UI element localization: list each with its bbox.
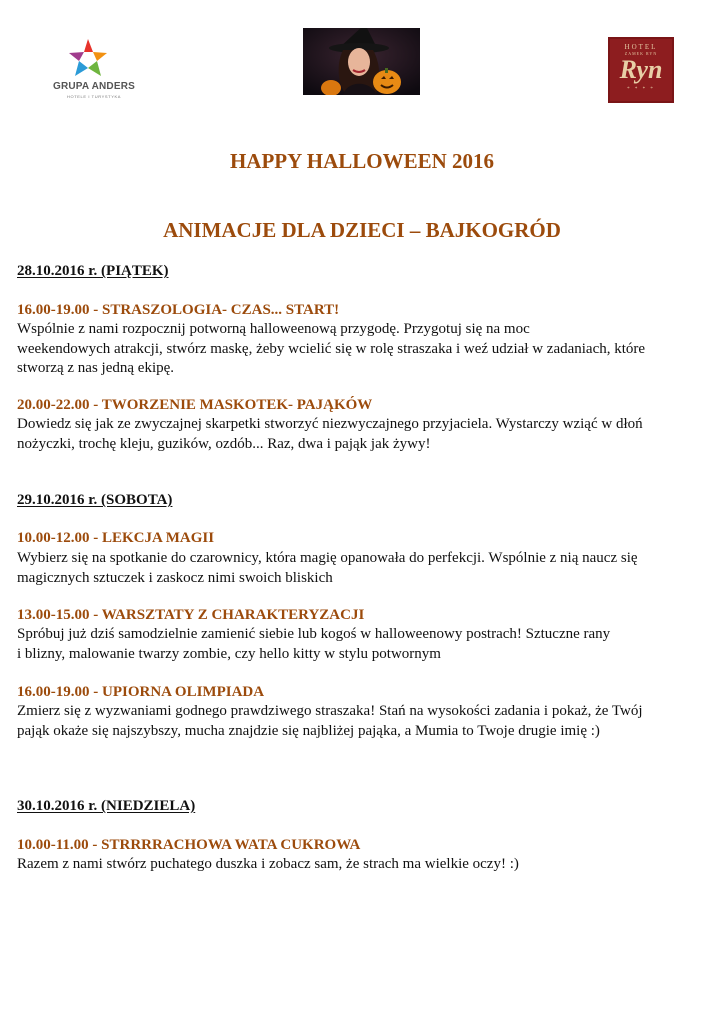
subtitle: ANIMACJE DLA DZIECI – BAJKOGRÓD (163, 218, 561, 242)
description-line: Wspólnie z nami rozpocznij potworną halloweenową przygodę. Przygotuj się na moc (17, 321, 530, 337)
description-line: magicznych sztuczek i zaskocz nimi swoich bliskich (17, 569, 333, 586)
description-line: Spróbuj już dziś samodzielnie zamienić siebie lub kogoś w halloweenowy postrach! Sztuczne rany (17, 626, 611, 642)
description-line: stworzą z nas jedną ekipę. (17, 360, 175, 376)
event-title: 13.00-15.00 - WARSZTATY Z CHARAKTERYZACJI (17, 607, 365, 623)
event-title: 10.00-11.00 - STRRRRACHOWA WATA CUKROWA (17, 837, 361, 853)
description-line: Razem z nami stwórz puchatego duszka i zobacz sam, że strach ma wielkie oczy! :) (17, 856, 519, 872)
hotel-logo-line2: ZAMEK RYN (624, 51, 658, 56)
date-heading: 28.10.2016 r. (PIĄTEK) (17, 263, 169, 279)
brand-name: GRUPA ANDERS (52, 81, 136, 92)
description-line: pająk okaże się najszybszy, mucha znajdzie się najbliżej pająka, a Mumia to Twoje drugie imię :) (17, 722, 600, 739)
description-line: nożyczki, trochę kleju, guzików, ozdób... Raz, dwa i pająk jak żywy! (17, 435, 431, 452)
date-heading: 30.10.2016 r. (NIEDZIELA) (17, 798, 196, 814)
hotel-logo-name: Ryn (619, 55, 663, 84)
event-title: 16.00-19.00 - UPIORNA OLIMPIADA (17, 684, 265, 700)
event-description (17, 549, 638, 588)
brand-subtitle: HOTELE I TURYSTYKA (67, 94, 121, 99)
witch-pumpkin-photo (303, 28, 420, 95)
description-line: Wybierz się na spotkanie do czarownicy, która magię opanowała do perfekcji. Wspólnie z nią naucz się (17, 550, 638, 566)
event-description (17, 625, 610, 664)
event-description (17, 320, 645, 379)
event-description (17, 855, 519, 875)
main-title: HAPPY HALLOWEEN 2016 (229, 149, 495, 173)
hotel-logo-stars: * * * * (627, 87, 655, 92)
description-line: Dowiedz się jak ze zwyczajnej skarpetki stworzyć niezwyczajnego przyjaciela. Wystarczy wziąć w dłoń (17, 416, 643, 432)
date-heading: 29.10.2016 r. (SOBOTA) (17, 492, 173, 508)
description-line: Zmierz się z wyzwaniami godnego prawdziwego straszaka! Stań na wysokości zadania i pokaż, że Twój (17, 703, 643, 719)
event-description (17, 702, 643, 741)
event-title: 20.00-22.00 - TWORZENIE MASKOTEK- PAJĄKÓW (17, 397, 373, 413)
description-line: weekendowych atrakcji, stwórz maskę, żeby wcielić się w rolę straszaka i weź udział w zadaniach, które (17, 340, 646, 357)
hotel-zamek-ryn-logo (608, 37, 674, 103)
witch-image-icon (303, 28, 420, 95)
grupa-anders-logo (52, 36, 136, 102)
star-logo-icon (66, 36, 110, 80)
hotel-logo-line1: HOTEL (624, 43, 658, 51)
event-description (17, 415, 643, 454)
event-title: 16.00-19.00 - STRASZOLOGIA- CZAS... START! (17, 302, 340, 318)
event-title: 10.00-12.00 - LEKCJA MAGII (17, 530, 215, 546)
description-line: i blizny, malowanie twarzy zombie, czy hello kitty w stylu potwornym (17, 645, 441, 662)
